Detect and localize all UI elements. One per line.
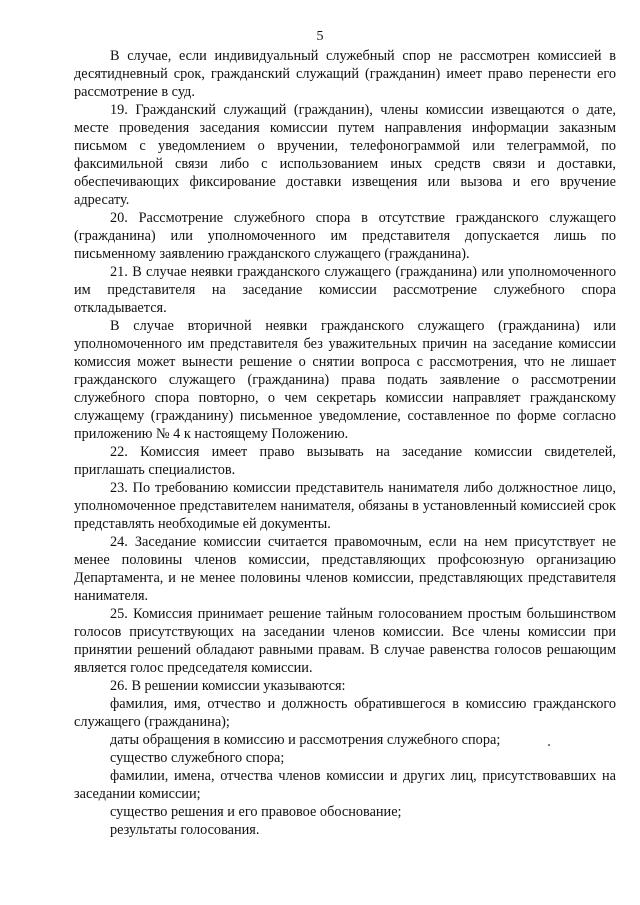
list-item-dates: даты обращения в комиссию и рассмотрения служебного спора; bbox=[110, 732, 501, 748]
list-item-attendees: фамилии, имена, отчества членов комиссии и других лиц, присутствовавших на заседании комиссии; bbox=[74, 768, 616, 802]
list-item-decision-essence: существо решения и его правовое обоснование; bbox=[110, 804, 402, 820]
paragraph-item-26: 26. В решении комиссии указываются: bbox=[110, 678, 346, 694]
list-item-voting-results: результаты голосования. bbox=[110, 822, 260, 838]
paragraph-item-25: 25. Комиссия принимает решение тайным голосованием простым большинством голосов присутствующих на заседании членов комиссии. Все члены комиссии при принятии решений обладают равными правам. В случае равенства голосов решающим является голос председателя комиссии. bbox=[74, 606, 616, 676]
scan-speck bbox=[548, 744, 550, 746]
paragraph-item-20: 20. Рассмотрение служебного спора в отсутствие гражданского служащего (гражданина) или уполномоченного им представителя допускается лишь по письменному заявлению гражданского служащего (гражданина). bbox=[74, 210, 616, 262]
paragraph-second-absence: В случае вторичной неявки гражданского служащего (гражданина) или уполномоченного им представителя без уважительных причин на заседание комиссии комиссия может вынести решение о снятии вопроса с рассмотрения, что не лишает гражданского служащего (гражданина) права подать заявление о рассмотрении служебного спора повторно, о чем секретарь комиссии направляет гражданскому служащему (гражданину) письменное уведомление, составленное по форме согласно приложению № 4 к настоящему Положению. bbox=[74, 318, 616, 442]
document-body bbox=[74, 47, 616, 839]
paragraph-item-23: 23. По требованию комиссии представитель нанимателя либо должностное лицо, уполномоченное представителем нанимателя, обязаны в установленный комиссией срок представлять необходимые ей документы. bbox=[74, 480, 616, 532]
list-item-applicant-name: фамилия, имя, отчество и должность обратившегося в комиссию гражданского служащего (гражданина); bbox=[74, 696, 616, 730]
paragraph-court-appeal: В случае, если индивидуальный служебный спор не рассмотрен комиссией в десятидневный срок, гражданский служащий (гражданин) имеет право перенести его рассмотрение в суд. bbox=[74, 48, 616, 100]
paragraph-item-22: 22. Комиссия имеет право вызывать на заседание комиссии свидетелей, приглашать специалистов. bbox=[74, 444, 616, 478]
paragraph-item-19: 19. Гражданский служащий (гражданин), члены комиссии извещаются о дате, месте проведения заседания комиссии путем направления информации заказным письмом с уведомлением о вручении, телефонограммой или телеграммой, по факсимильной связи либо с использованием иных средств связи и доставки, обеспечивающих фиксирование доставки извещения или вызова и его вручение адресату. bbox=[74, 102, 616, 208]
paragraph-item-21: 21. В случае неявки гражданского служащего (гражданина) или уполномоченного им представителя на заседание комиссии рассмотрение служебного спора откладывается. bbox=[74, 264, 616, 316]
paragraph-item-24: 24. Заседание комиссии считается правомочным, если на нем присутствует не менее половины членов комиссии, представляющих профсоюзную организацию Департамента, и не менее половины членов комиссии, представляющих представителя нанимателя. bbox=[74, 534, 616, 604]
page-number: 5 bbox=[316, 29, 324, 44]
list-item-dispute-essence: существо служебного спора; bbox=[110, 750, 285, 766]
